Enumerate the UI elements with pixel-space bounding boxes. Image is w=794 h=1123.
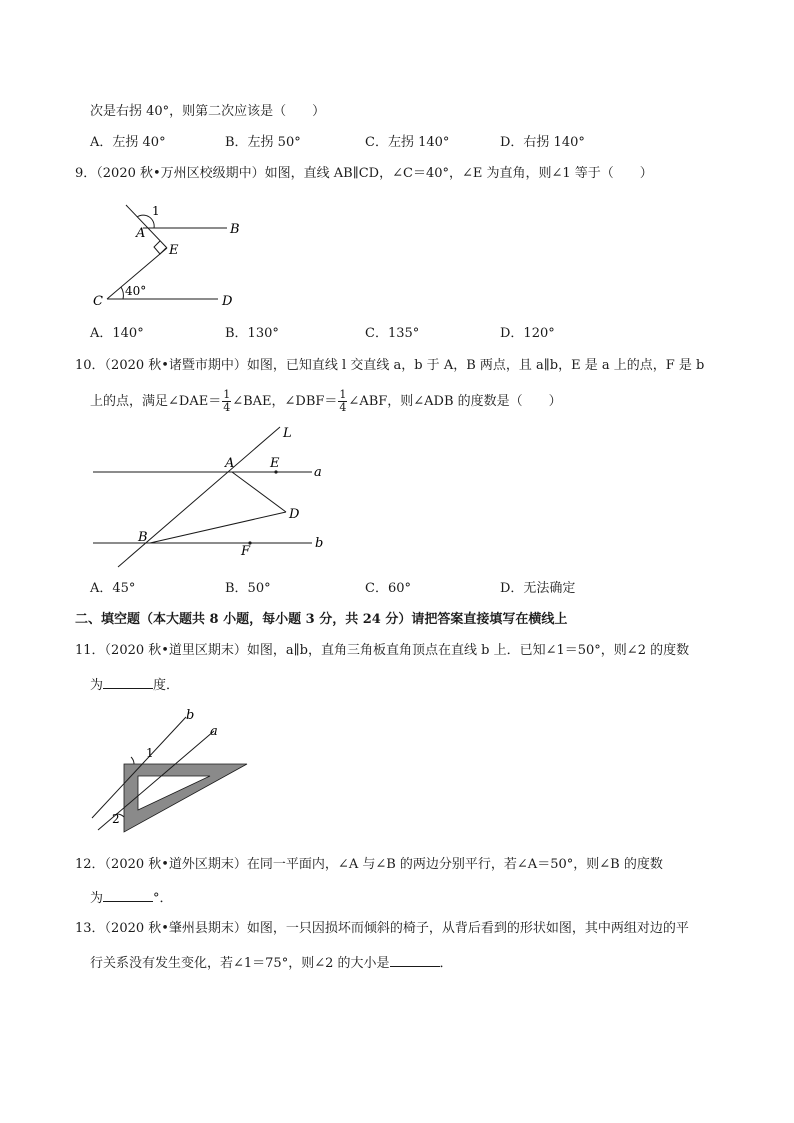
- q12-line2-post: °．: [153, 891, 173, 906]
- q8-options: [90, 134, 710, 152]
- q11-label-2: 2: [112, 812, 120, 826]
- q9-angle-c-arc: [121, 287, 123, 299]
- q9-options: [90, 325, 710, 343]
- q9-option-a[interactable]: A．140°: [90, 326, 144, 341]
- q9-option-d[interactable]: D．120°: [500, 326, 555, 341]
- q10-line-ad: [232, 472, 286, 512]
- q9-label-c: C: [93, 294, 103, 309]
- q10-label-b-line: b: [315, 536, 324, 551]
- q13-line2-post: ．: [439, 956, 453, 971]
- q13-line1: 13．（2020 秋•肇州县期末）如图，一只因损坏而倾斜的椅子，从背后看到的形状如图，其中两组对边的平: [75, 921, 689, 936]
- q11-answer-blank[interactable]: [103, 675, 153, 689]
- q10-options: [90, 580, 710, 598]
- q13-line2: [90, 953, 453, 973]
- q10-label-f: F: [241, 544, 251, 559]
- q10-label-e: E: [270, 456, 280, 471]
- q8-option-c[interactable]: C．左拐 140°: [365, 135, 450, 150]
- q9-label-40: 40°: [125, 284, 147, 298]
- q11-line2: [90, 675, 179, 695]
- q12-answer-blank[interactable]: [103, 888, 153, 902]
- q10-label-d: D: [289, 507, 300, 522]
- q10-line2: [90, 387, 562, 417]
- q10-frac2-num: 1: [339, 388, 347, 401]
- q11-label-b: b: [186, 708, 195, 723]
- section2-title: 二、填空题（本大题共 8 小题，每小题 3 分，共 24 分）请把答案直接填写在横线上: [75, 612, 568, 627]
- q9-right-angle-mark: [154, 241, 166, 254]
- q8-continuation: 次是右拐 40°，则第二次应该是（ ）: [90, 104, 326, 119]
- q10-fraction-1: [222, 389, 231, 414]
- q10-line2-mid: ∠BAE，∠DBF＝: [232, 394, 338, 409]
- q12-line1: 12．（2020 秋•道外区期末）在同一平面内，∠A 与∠B 的两边分别平行，若∠A＝50°，则∠B 的度数: [75, 857, 663, 872]
- q9-stem: 9．（2020 秋•万州区校级期中）如图，直线 AB∥CD，∠C＝40°，∠E 为直角，则∠1 等于（ ）: [75, 166, 653, 181]
- q10-frac1-den: 4: [223, 401, 231, 414]
- q13-answer-blank[interactable]: [390, 953, 440, 967]
- q10-stem: 10．（2020 秋•诸暨市期中）如图，已知直线 l 交直线 a，b 于 A，B 两点，且 a∥b，E 是 a 上的点，F 是 b: [75, 358, 705, 373]
- q10-figure: [90, 425, 340, 575]
- q11-label-1: 1: [146, 746, 154, 760]
- q9-option-b[interactable]: B．130°: [225, 326, 279, 341]
- q10-line-bd: [150, 512, 286, 543]
- q8-option-a[interactable]: A．左拐 40°: [90, 135, 166, 150]
- q9-option-c[interactable]: C．135°: [365, 326, 420, 341]
- q10-frac1-num: 1: [223, 388, 231, 401]
- q10-line2-pre: 上的点，满足∠DAE＝: [90, 394, 222, 409]
- q10-label-a-point: A: [225, 456, 235, 471]
- q9-figure: [80, 195, 260, 310]
- q11-line2-post: 度．: [153, 678, 180, 693]
- q9-line-ae: [126, 205, 167, 248]
- q10-option-c[interactable]: C．60°: [365, 581, 411, 596]
- q10-line2-post: ∠ABF，则∠ADB 的度数是（ ）: [348, 394, 562, 409]
- q10-frac2-den: 4: [339, 401, 347, 414]
- q9-label-a: A: [136, 226, 146, 241]
- q10-option-b[interactable]: B．50°: [225, 581, 271, 596]
- q11-line1: 11．（2020 秋•道里区期末）如图，a∥b，直角三角板直角顶点在直线 b 上．已知∠1＝50°，则∠2 的度数: [75, 643, 690, 658]
- q10-option-d[interactable]: D．无法确定: [500, 581, 576, 596]
- q12-line2-pre: 为: [90, 891, 104, 906]
- q11-angle1-arc: [131, 757, 134, 764]
- q11-line2-pre: 为: [90, 678, 104, 693]
- q10-line-l: [118, 427, 280, 567]
- q10-label-l: L: [283, 426, 292, 441]
- q9-label-1: 1: [152, 204, 160, 218]
- q9-label-e: E: [169, 243, 179, 258]
- q10-fraction-2: [338, 389, 347, 414]
- q10-label-b-point: B: [138, 530, 148, 545]
- q12-line2: [90, 888, 173, 908]
- q11-triangle-ruler: [124, 764, 247, 832]
- q9-label-d: D: [222, 294, 233, 309]
- q8-option-d[interactable]: D．右拐 140°: [500, 135, 585, 150]
- q8-option-b[interactable]: B．左拐 50°: [225, 135, 301, 150]
- q10-option-a[interactable]: A．45°: [90, 581, 136, 596]
- q9-label-b: B: [230, 222, 240, 237]
- q13-line2-pre: 行关系没有发生变化，若∠1＝75°，则∠2 的大小是: [90, 956, 390, 971]
- q11-figure: [90, 705, 255, 835]
- q11-label-a: a: [210, 724, 218, 739]
- q10-label-a-line: a: [314, 465, 322, 480]
